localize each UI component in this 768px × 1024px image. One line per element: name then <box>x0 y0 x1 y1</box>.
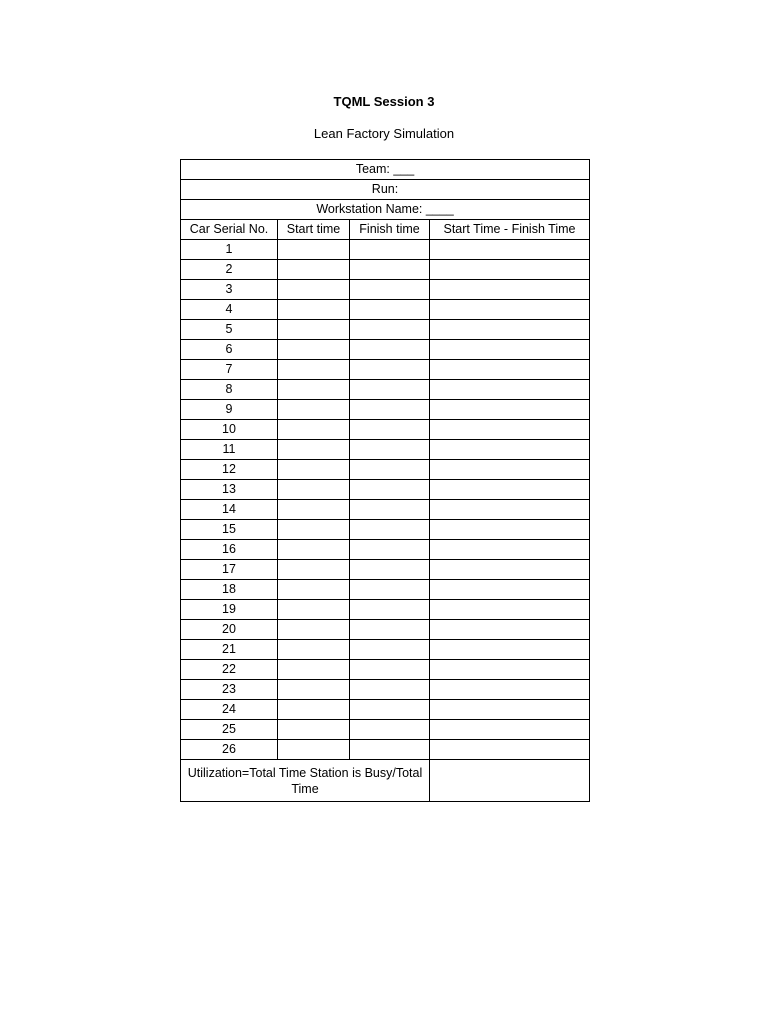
table-row <box>181 560 590 580</box>
start-time-cell[interactable] <box>278 620 350 640</box>
start-time-cell[interactable] <box>278 500 350 520</box>
table-row <box>181 520 590 540</box>
finish-time-cell[interactable] <box>350 500 430 520</box>
start-time-cell[interactable] <box>278 240 350 260</box>
car-serial-cell: 1 <box>181 240 278 260</box>
finish-time-cell[interactable] <box>350 720 430 740</box>
car-serial-cell: 6 <box>181 340 278 360</box>
start-time-cell[interactable] <box>278 380 350 400</box>
utilization-row <box>181 760 590 802</box>
finish-time-cell[interactable] <box>350 300 430 320</box>
car-serial-cell: 5 <box>181 320 278 340</box>
duration-cell[interactable] <box>430 320 590 340</box>
run-label: Run: <box>181 180 590 200</box>
finish-time-cell[interactable] <box>350 440 430 460</box>
table-row <box>181 680 590 700</box>
duration-cell[interactable] <box>430 360 590 380</box>
table-row <box>181 320 590 340</box>
start-time-cell[interactable] <box>278 300 350 320</box>
finish-time-cell[interactable] <box>350 280 430 300</box>
table-row <box>181 340 590 360</box>
start-time-cell[interactable] <box>278 280 350 300</box>
duration-cell[interactable] <box>430 560 590 580</box>
start-time-cell[interactable] <box>278 720 350 740</box>
finish-time-cell[interactable] <box>350 360 430 380</box>
table-row <box>181 360 590 380</box>
document-title: TQML Session 3 <box>333 94 435 109</box>
start-time-cell[interactable] <box>278 340 350 360</box>
car-serial-cell: 25 <box>181 720 278 740</box>
header-start-time: Start time <box>278 220 350 240</box>
table-row <box>181 260 590 280</box>
table-row <box>181 640 590 660</box>
workstation-row <box>181 200 590 220</box>
car-serial-cell: 14 <box>181 500 278 520</box>
start-time-cell[interactable] <box>278 680 350 700</box>
workstation-name-label: Workstation Name: ____ <box>181 200 590 220</box>
table-row <box>181 420 590 440</box>
utilization-label: Utilization=Total Time Station is Busy/Total Time <box>181 760 430 802</box>
table-row <box>181 480 590 500</box>
car-serial-cell: 13 <box>181 480 278 500</box>
header-duration: Start Time - Finish Time <box>430 220 590 240</box>
car-serial-cell: 18 <box>181 580 278 600</box>
table-row <box>181 660 590 680</box>
car-serial-cell: 22 <box>181 660 278 680</box>
start-time-cell[interactable] <box>278 440 350 460</box>
start-time-cell[interactable] <box>278 320 350 340</box>
car-serial-cell: 26 <box>181 740 278 760</box>
duration-cell[interactable] <box>430 380 590 400</box>
finish-time-cell[interactable] <box>350 420 430 440</box>
car-serial-cell: 16 <box>181 540 278 560</box>
start-time-cell[interactable] <box>278 740 350 760</box>
duration-cell[interactable] <box>430 620 590 640</box>
finish-time-cell[interactable] <box>350 600 430 620</box>
start-time-cell[interactable] <box>278 520 350 540</box>
car-serial-cell: 3 <box>181 280 278 300</box>
finish-time-cell[interactable] <box>350 340 430 360</box>
finish-time-cell[interactable] <box>350 540 430 560</box>
duration-cell[interactable] <box>430 700 590 720</box>
start-time-cell[interactable] <box>278 560 350 580</box>
car-serial-cell: 15 <box>181 520 278 540</box>
duration-cell[interactable] <box>430 640 590 660</box>
car-serial-cell: 17 <box>181 560 278 580</box>
car-serial-cell: 8 <box>181 380 278 400</box>
car-serial-cell: 11 <box>181 440 278 460</box>
table-row <box>181 460 590 480</box>
header-finish-time: Finish time <box>350 220 430 240</box>
duration-cell[interactable] <box>430 400 590 420</box>
duration-cell[interactable] <box>430 680 590 700</box>
table-row <box>181 740 590 760</box>
start-time-cell[interactable] <box>278 480 350 500</box>
car-serial-cell: 24 <box>181 700 278 720</box>
table-row <box>181 700 590 720</box>
duration-cell[interactable] <box>430 340 590 360</box>
start-time-cell[interactable] <box>278 260 350 280</box>
table-row <box>181 300 590 320</box>
duration-cell[interactable] <box>430 240 590 260</box>
car-serial-cell: 2 <box>181 260 278 280</box>
finish-time-cell[interactable] <box>350 660 430 680</box>
duration-cell[interactable] <box>430 260 590 280</box>
finish-time-cell[interactable] <box>350 480 430 500</box>
car-serial-cell: 23 <box>181 680 278 700</box>
finish-time-cell[interactable] <box>350 240 430 260</box>
duration-cell[interactable] <box>430 500 590 520</box>
finish-time-cell[interactable] <box>350 700 430 720</box>
duration-cell[interactable] <box>430 600 590 620</box>
table-row <box>181 580 590 600</box>
finish-time-cell[interactable] <box>350 400 430 420</box>
finish-time-cell[interactable] <box>350 520 430 540</box>
start-time-cell[interactable] <box>278 600 350 620</box>
duration-cell[interactable] <box>430 540 590 560</box>
car-serial-cell: 7 <box>181 360 278 380</box>
finish-time-cell[interactable] <box>350 620 430 640</box>
table-row <box>181 720 590 740</box>
duration-cell[interactable] <box>430 460 590 480</box>
table-row <box>181 600 590 620</box>
car-serial-cell: 12 <box>181 460 278 480</box>
duration-cell[interactable] <box>430 300 590 320</box>
duration-cell[interactable] <box>430 520 590 540</box>
run-row <box>181 180 590 200</box>
utilization-value-cell[interactable] <box>430 760 590 802</box>
start-time-cell[interactable] <box>278 540 350 560</box>
car-serial-cell: 4 <box>181 300 278 320</box>
finish-time-cell[interactable] <box>350 580 430 600</box>
duration-cell[interactable] <box>430 480 590 500</box>
duration-cell[interactable] <box>430 740 590 760</box>
table-row <box>181 440 590 460</box>
finish-time-cell[interactable] <box>350 680 430 700</box>
car-serial-cell: 21 <box>181 640 278 660</box>
car-serial-cell: 9 <box>181 400 278 420</box>
table-row <box>181 280 590 300</box>
finish-time-cell[interactable] <box>350 460 430 480</box>
finish-time-cell[interactable] <box>350 740 430 760</box>
table-row <box>181 540 590 560</box>
timing-sheet-table <box>180 159 590 802</box>
document-subtitle: Lean Factory Simulation <box>313 126 455 141</box>
finish-time-cell[interactable] <box>350 320 430 340</box>
car-serial-cell: 19 <box>181 600 278 620</box>
header-car-serial-no: Car Serial No. <box>181 220 278 240</box>
finish-time-cell[interactable] <box>350 260 430 280</box>
start-time-cell[interactable] <box>278 660 350 680</box>
start-time-cell[interactable] <box>278 360 350 380</box>
start-time-cell[interactable] <box>278 640 350 660</box>
duration-cell[interactable] <box>430 580 590 600</box>
header-row <box>181 220 590 240</box>
table-row <box>181 400 590 420</box>
car-serial-cell: 10 <box>181 420 278 440</box>
start-time-cell[interactable] <box>278 700 350 720</box>
duration-cell[interactable] <box>430 420 590 440</box>
finish-time-cell[interactable] <box>350 560 430 580</box>
car-serial-cell: 20 <box>181 620 278 640</box>
team-label: Team: ___ <box>181 160 590 180</box>
table-row <box>181 620 590 640</box>
duration-cell[interactable] <box>430 720 590 740</box>
table-row <box>181 500 590 520</box>
table-row <box>181 240 590 260</box>
duration-cell[interactable] <box>430 440 590 460</box>
start-time-cell[interactable] <box>278 580 350 600</box>
finish-time-cell[interactable] <box>350 380 430 400</box>
table-row <box>181 380 590 400</box>
duration-cell[interactable] <box>430 660 590 680</box>
start-time-cell[interactable] <box>278 420 350 440</box>
finish-time-cell[interactable] <box>350 640 430 660</box>
duration-cell[interactable] <box>430 280 590 300</box>
team-row <box>181 160 590 180</box>
start-time-cell[interactable] <box>278 460 350 480</box>
start-time-cell[interactable] <box>278 400 350 420</box>
